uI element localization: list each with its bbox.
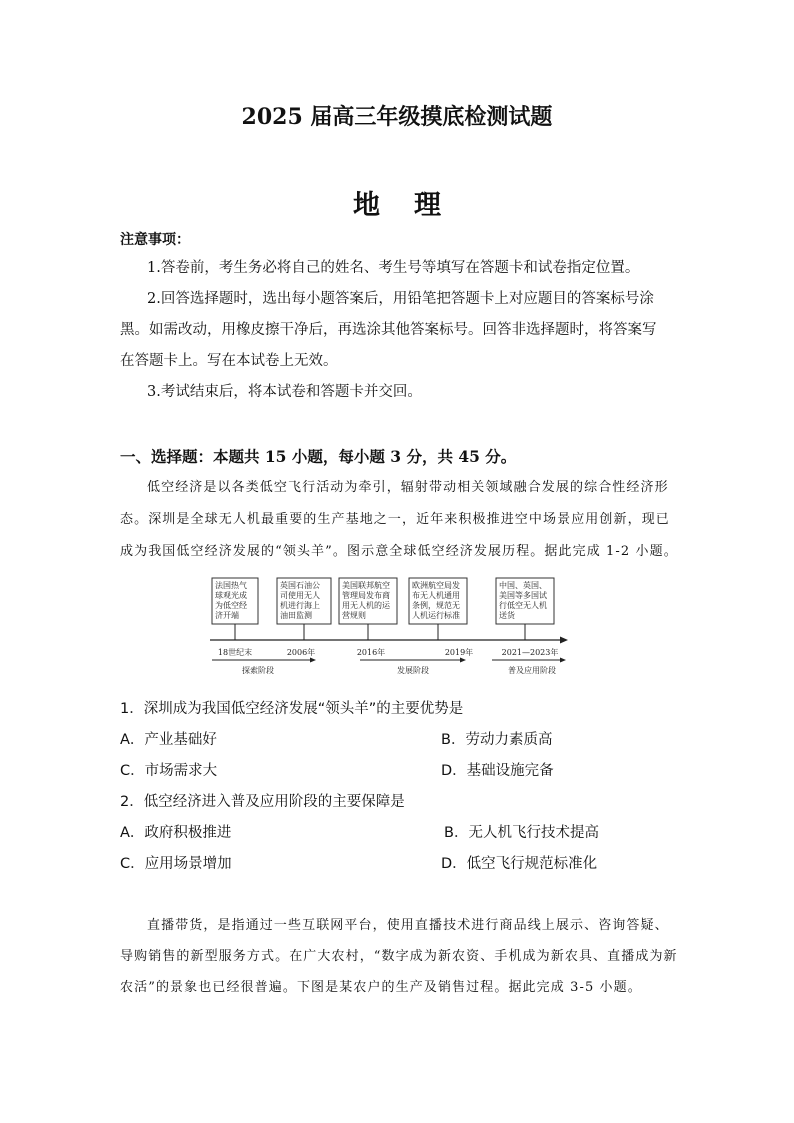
timeline-year-label: 2006年 xyxy=(286,648,316,657)
timeline-event-text: 条例，规范无 xyxy=(412,601,460,610)
timeline-event-text: 为低空经 xyxy=(215,601,247,610)
timeline-event-text: 英国石油公 xyxy=(280,581,320,590)
timeline-event-text: 人机运行标准 xyxy=(412,611,460,620)
exam-title: 2025 届高三年级摸底检测试题 xyxy=(241,104,553,130)
timeline-event-text: 法国热气 xyxy=(215,581,247,590)
timeline-event-box xyxy=(409,578,467,640)
notice-item-2-line-1: 2.回答选择题时，选出每小题答案后，用铅笔把答题卡上对应题目的答案标号涂 xyxy=(147,291,654,307)
question-1-option-d: D．基础设施完备 xyxy=(441,763,554,779)
timeline-event-text: 美国联邦航空 xyxy=(342,581,390,590)
section-heading: 一、选择题：本题共 15 小题，每小题 3 分，共 45 分。 xyxy=(120,447,517,466)
subject-title: 地理 xyxy=(353,190,475,221)
timeline-stage-label: 探索阶段 xyxy=(242,666,274,675)
notice-item-3: 3.考试结束后，将本试卷和答题卡并交回。 xyxy=(147,384,422,400)
timeline-event-text: 球观光成 xyxy=(215,591,247,600)
timeline-event-text: 布无人机通用 xyxy=(412,591,460,600)
question-2-option-a: A．政府积极推进 xyxy=(120,825,232,841)
material-1-line-2: 态。深圳是全球无人机最重要的生产基地之一，近年来积极推进空中场景应用创新，现已 xyxy=(120,512,670,527)
timeline-axis-arrow xyxy=(560,637,568,644)
notice-item-1: 1.答卷前，考生务必将自己的姓名、考生号等填写在答题卡和试卷指定位置。 xyxy=(147,260,640,276)
timeline-stage-label: 普及应用阶段 xyxy=(508,666,556,675)
timeline-year-label: 2019年 xyxy=(444,648,474,657)
notice-item-2-line-2: 黑。如需改动，用橡皮擦干净后，再选涂其他答案标号。回答非选择题时，将答案写 xyxy=(120,322,657,338)
material-2-line-1: 直播带货，是指通过一些互联网平台，使用直播技术进行商品线上展示、咨询答疑、 xyxy=(147,918,669,933)
question-2-option-b: B．无人机飞行技术提高 xyxy=(444,825,599,841)
question-1-option-a: A．产业基础好 xyxy=(120,732,217,748)
question-1-option-b: B．劳动力素质高 xyxy=(441,732,553,748)
timeline-event-text: 济开端 xyxy=(215,611,239,620)
timeline-event-text: 行低空无人机 xyxy=(499,601,547,610)
question-2-stem: 2．低空经济进入普及应用阶段的主要保障是 xyxy=(120,794,405,810)
material-2-line-3: 农活”的景象也已经很普遍。下图是某农户的生产及销售过程。据此完成 3-5 小题。 xyxy=(120,980,642,995)
question-2-option-c: C．应用场景增加 xyxy=(120,856,232,872)
timeline-figure xyxy=(200,570,580,685)
timeline-event-text: 送货 xyxy=(499,611,515,620)
timeline-event-text: 中国、英国、 xyxy=(499,581,547,590)
timeline-event-text: 司使用无人 xyxy=(280,591,320,600)
material-1-line-3: 成为我国低空经济发展的“领头羊”。图示意全球低空经济发展历程。据此完成 1-2 小题。 xyxy=(120,544,678,559)
timeline-event-text: 机进行海上 xyxy=(280,601,320,610)
timeline-event-box xyxy=(277,578,331,640)
timeline-event-text: 用无人机的运 xyxy=(342,601,390,610)
notice-heading: 注意事项： xyxy=(120,232,190,248)
material-1-line-1: 低空经济是以各类低空飞行活动为牵引，辐射带动相关领域融合发展的综合性经济形 xyxy=(147,480,669,495)
notice-item-2-line-3: 在答题卡上。写在本试卷上无效。 xyxy=(120,353,338,369)
timeline-event-box xyxy=(212,578,258,640)
question-2-option-d: D．低空飞行规范标准化 xyxy=(441,856,598,872)
timeline-year-label: 2021—2023年 xyxy=(501,648,559,657)
timeline-event-text: 欧洲航空局发 xyxy=(412,581,460,590)
timeline-event-box xyxy=(496,578,554,640)
material-2-line-2: 导购销售的新型服务方式。在广大农村，“数字成为新农资、手机成为新农具、直播成为新 xyxy=(120,949,678,964)
timeline-event-text: 营规则 xyxy=(342,611,366,620)
timeline-event-text: 管理局发布商 xyxy=(342,591,390,600)
timeline-year-label: 18世纪末 xyxy=(217,648,253,657)
timeline-event-text: 美国等多国试 xyxy=(499,591,547,600)
timeline-year-label: 2016年 xyxy=(356,648,386,657)
timeline-event-text: 油田监测 xyxy=(280,611,312,620)
timeline-event-box xyxy=(339,578,397,640)
timeline-stage-label: 发展阶段 xyxy=(397,666,429,675)
question-1-option-c: C．市场需求大 xyxy=(120,763,218,779)
question-1-stem: 1．深圳成为我国低空经济发展“领头羊”的主要优势是 xyxy=(120,701,464,717)
